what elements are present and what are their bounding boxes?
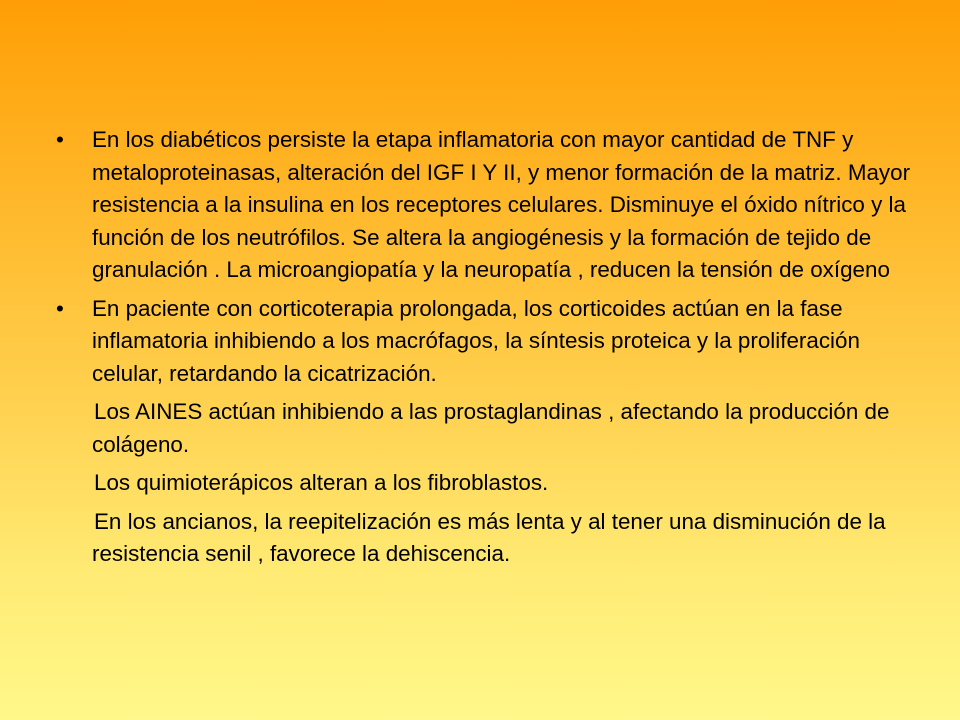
paragraph-aines: Los AINES actúan inhibiendo a las prostaglandinas , afectando la producción de colágeno. [92,399,890,457]
bullet-diabetics [56,124,916,287]
bullet-marker: • [56,295,64,321]
paragraph-elderly: En los ancianos, la reepitelización es más lenta y al tener una disminución de la resistencia senil , favorece la dehiscencia. [92,508,886,566]
bullet-text: En paciente con corticoterapia prolongada, los corticoides actúan en la fase inflamatoria inhibiendo a los macrófagos, la síntesis proteica y la proliferación celular, retardando la cicatrización. [92,295,860,386]
bullet-corticotherapy [56,293,916,391]
paragraph-chemotherapy: Los quimioterápicos alteran a los fibroblastos. [94,470,549,495]
bullet-marker: • [56,127,64,152]
slide-body [56,124,916,577]
bullet-text: En los diabéticos persiste la etapa inflamatoria con mayor cantidad de TNF y metaloproteinasas, alteración del IGF I Y II, y menor formación de la matriz. Mayor resistencia a la insulina en los receptores celulares. Disminuye el óxido nítrico y la función de los neutrófilos. Se altera la angiogénesis y la formación de tejido de granulación . La microangiopatía y la neuropatía , reducen la tensión de oxígeno [92,127,911,282]
